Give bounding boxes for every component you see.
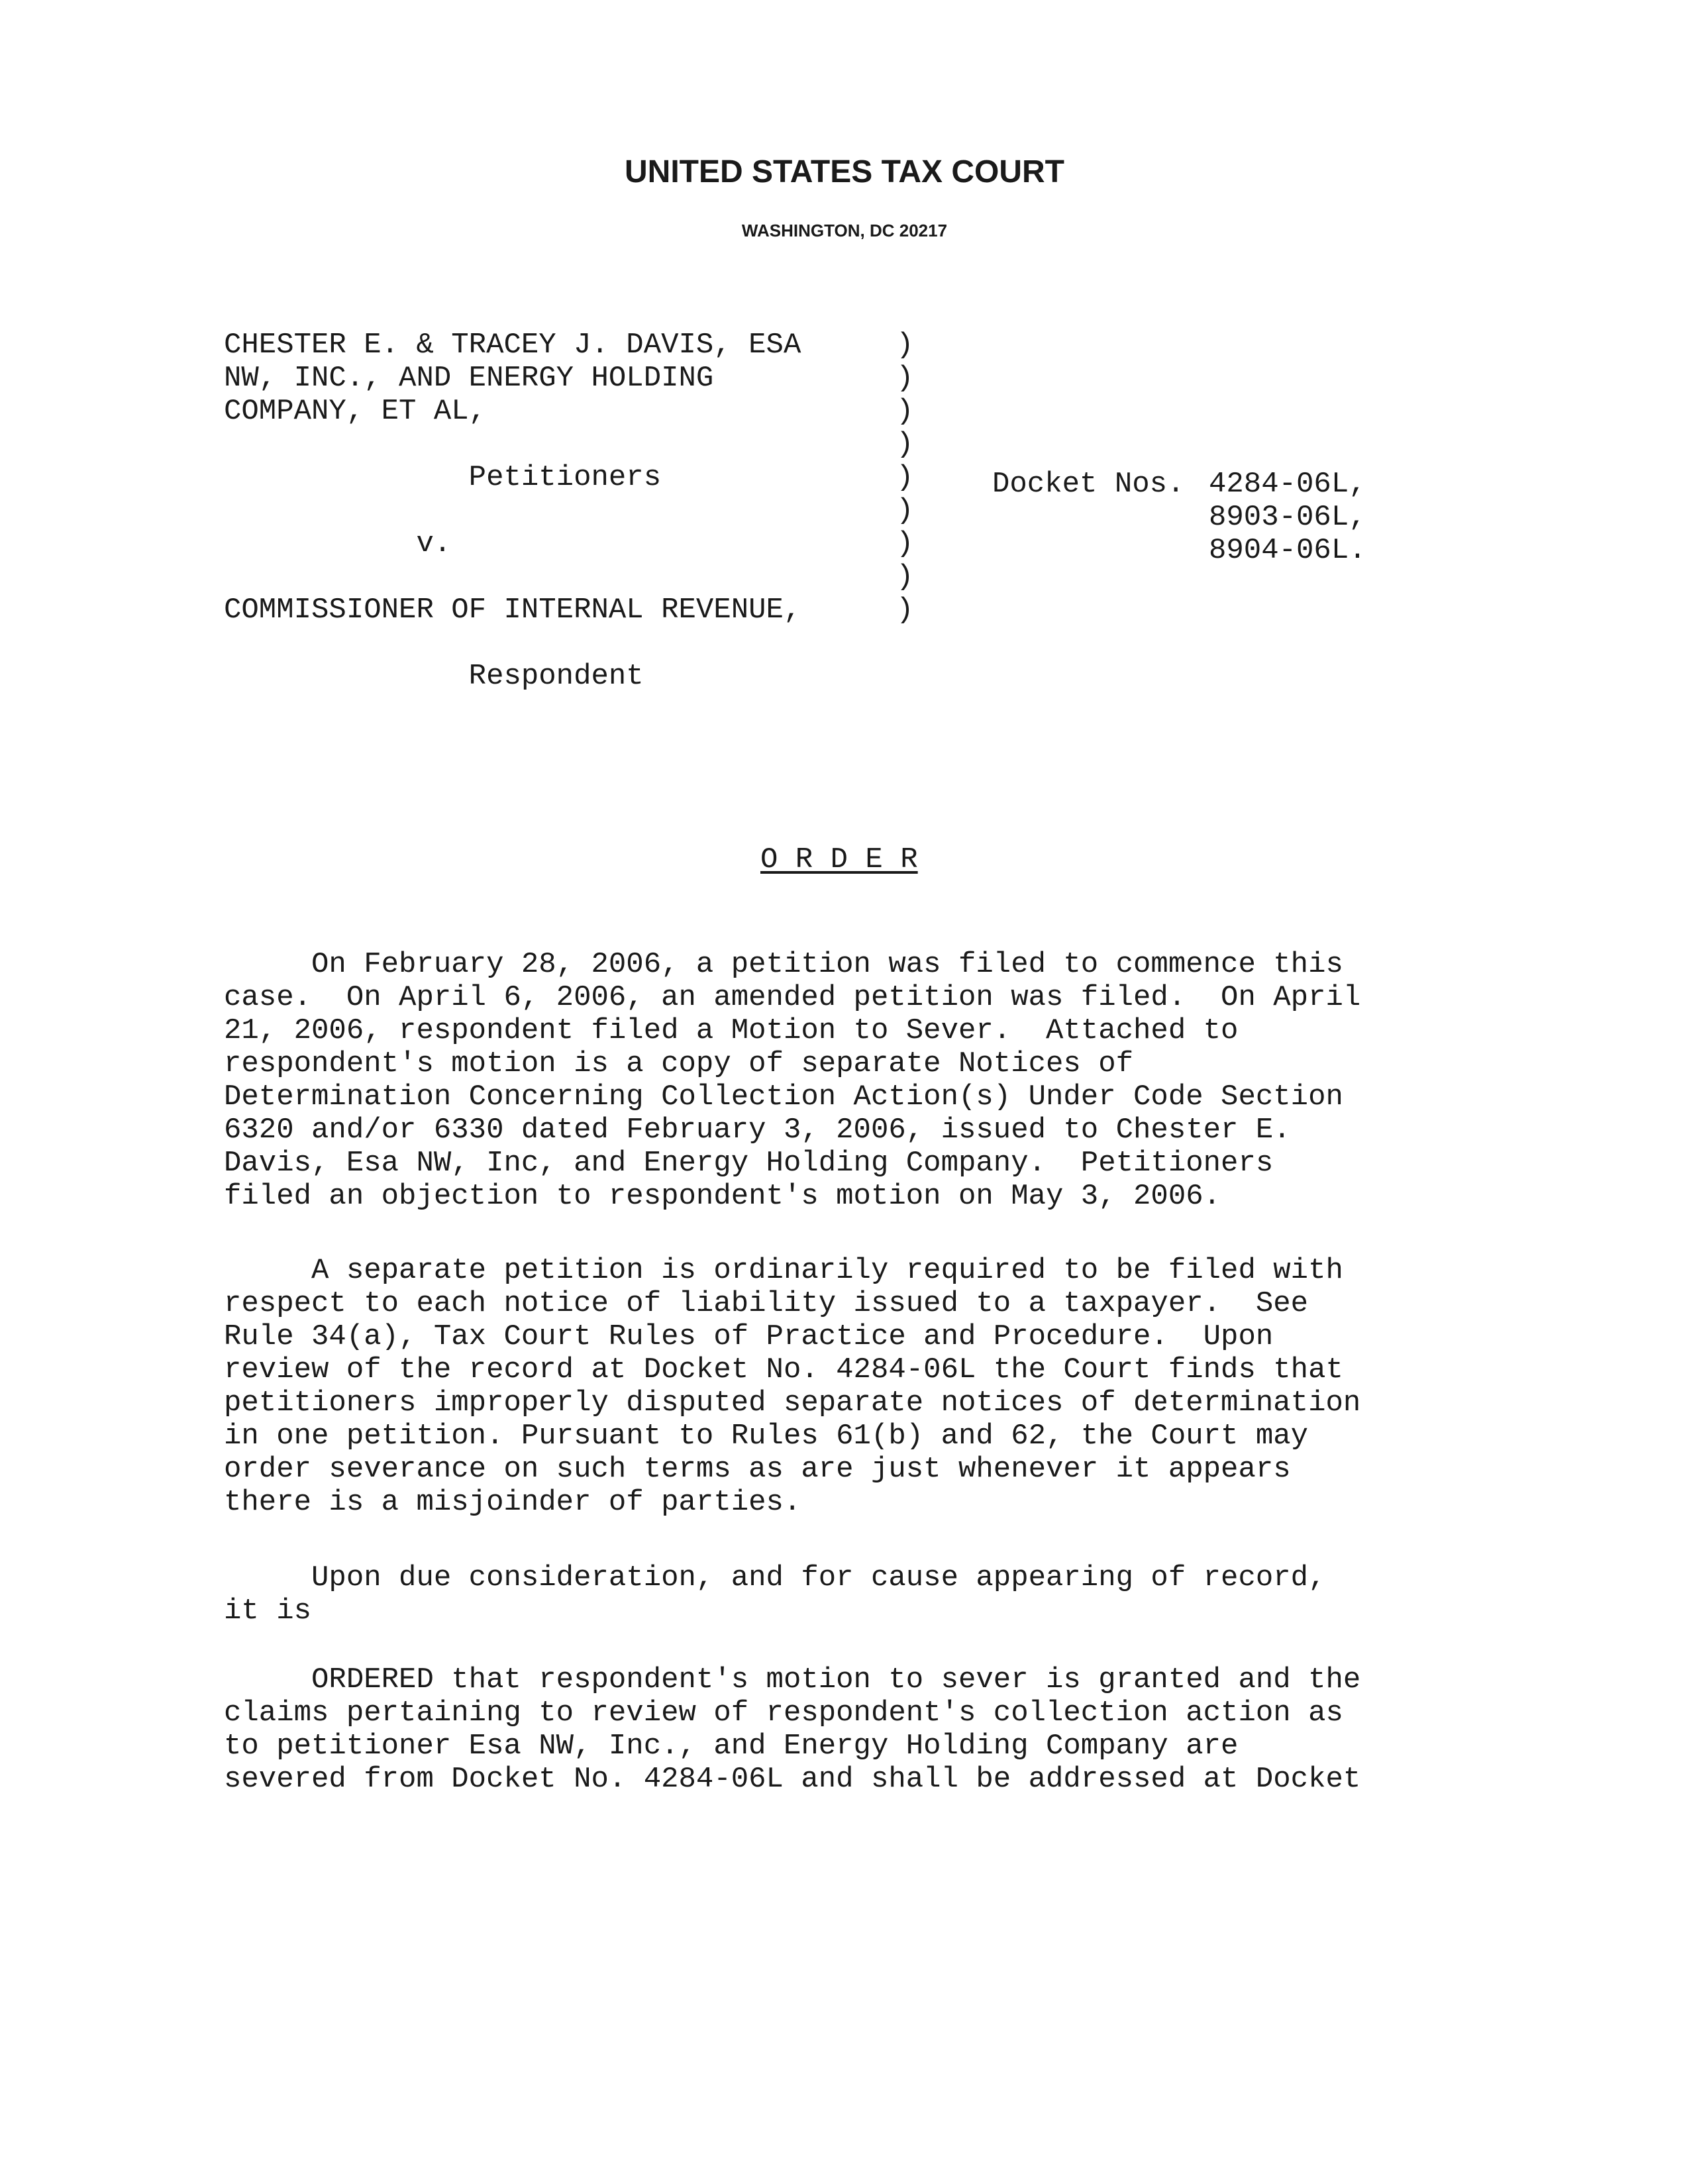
order-title: O R D E R bbox=[760, 843, 918, 876]
order-paragraph-1: On February 28, 2006, a petition was filed to commence this case. On April 6, 2006, an amended petition was filed. On April 21, 2006, respondent filed a Motion to Sever. Attached to respondent's motion is a copy of separate Notices of Determination Concerning Collection Action(s) Under Code Section 6320 and/or 6330 dated February 3, 2006, issued to Chester E. Davis, Esa NW, Inc, and Energy Holding Company. Petitioners filed an objection to respondent's motion on May 3, 2006. bbox=[224, 948, 1361, 1213]
court-address: WASHINGTON, DC 20217 bbox=[741, 221, 948, 240]
order-paragraph-2: A separate petition is ordinarily required to be filed with respect to each notice of liability issued to a taxpayer. See Rule 34(a), Tax Court Rules of Practice and Procedure. Upon review of the record at Docket No. 4284-06L the Court finds that petitioners improperly disputed separate notices of determination in one petition. Pursuant to Rules 61(b) and 62, the Court may order severance on such terms as are just whenever it appears there is a misjoinder of parties. bbox=[224, 1254, 1361, 1519]
docket-label: Docket Nos. bbox=[992, 468, 1185, 501]
docket-numbers: 4284-06L, 8903-06L, 8904-06L. bbox=[1209, 468, 1366, 567]
order-paragraph-4: ORDERED that respondent's motion to sever is granted and the claims pertaining to review of respondent's collection action as to petitioner Esa NW, Inc., and Energy Holding Company are severed from Docket No. 4284-06L and shall be addressed at Docket bbox=[224, 1663, 1361, 1796]
caption-parentheses: ) ) ) ) ) ) ) ) ) bbox=[896, 329, 914, 627]
case-caption: CHESTER E. & TRACEY J. DAVIS, ESA NW, INC., AND ENERGY HOLDING COMPANY, ET AL, Petitioners v. COMMISSIONER OF INTERNAL REVENUE, Respondent bbox=[224, 329, 801, 693]
order-paragraph-3: Upon due consideration, and for cause appearing of record, it is bbox=[224, 1561, 1326, 1628]
court-name: UNITED STATES TAX COURT bbox=[625, 154, 1064, 189]
